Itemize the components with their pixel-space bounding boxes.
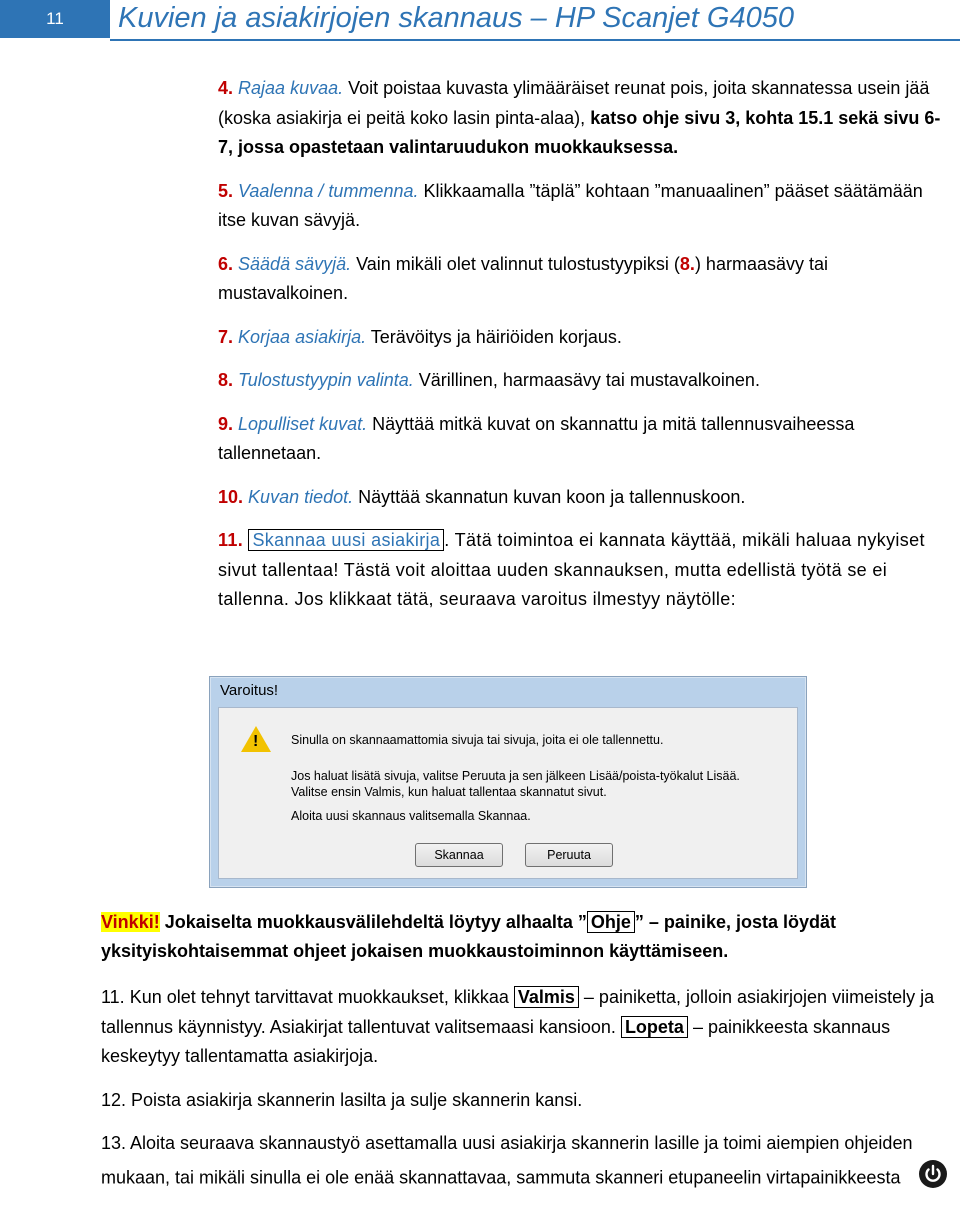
- cancel-button[interactable]: Peruuta: [525, 843, 613, 867]
- step-number: 9.: [218, 413, 234, 434]
- step-heading: Kuvan tiedot.: [248, 486, 354, 507]
- step-number: 11.: [218, 530, 244, 550]
- scan-new-document-label: Skannaa uusi asiakirja: [248, 529, 444, 551]
- steps-list: [218, 74, 953, 629]
- dialog-instruction: Valitse ensin Valmis, kun haluat tallentaa skannatut sivut.: [291, 785, 607, 799]
- step-text: – painikkeesta skannaus keskeytyy tallentamatta asiakirjoja.: [101, 1016, 891, 1066]
- step-10: [218, 483, 953, 513]
- step-number: 7.: [218, 326, 234, 347]
- tip-note: [101, 908, 956, 966]
- step-text: – painiketta, jolloin asiakirjojen viimeistely ja tallennus käynnistyy. Asiakirjat tallentuvat valitsemaasi kansioon.: [101, 987, 935, 1037]
- step-9: [218, 410, 953, 469]
- tip-text-end: ” – painike, josta löydät yksityiskohtaisemmat ohjeet jokaisen muokkaustoiminnon käyttämiseen.: [101, 912, 836, 961]
- step-number: 6.: [218, 253, 234, 274]
- dialog-message: Sinulla on skannaamattomia sivuja tai sivuja, joita ei ole tallennettu.: [291, 733, 664, 747]
- page-title: Kuvien ja asiakirjojen skannaus – HP Scanjet G4050: [118, 2, 794, 34]
- step-heading: Tulostustyypin valinta.: [238, 370, 414, 390]
- power-icon: [918, 1159, 948, 1199]
- step-text-end: ) harmaasävy tai mustavalkoinen.: [218, 253, 828, 303]
- step-text: . Tätä toimintoa ei kannata käyttää, mikäli haluaa nykyiset sivut tallentaa! Tästä voit aloittaa uuden skannauksen, mutta edellistä työtä se ei tallenna. Jos klikkaat tätä, seuraava varoitus ilmestyy näytölle:: [218, 530, 925, 609]
- page-number: 11: [0, 0, 110, 38]
- final-steps: [101, 983, 959, 1212]
- step-heading: Korjaa asiakirja.: [238, 326, 367, 347]
- stop-button-label: Lopeta: [621, 1016, 688, 1038]
- scan-button[interactable]: Skannaa: [415, 843, 503, 867]
- step-heading: Vaalenna / tummenna.: [238, 180, 419, 201]
- step-text: Terävöitys ja häiriöiden korjaus.: [366, 326, 622, 347]
- step-text: Värillinen, harmaasävy tai mustavalkoinen.: [413, 370, 760, 390]
- step-heading: Lopulliset kuvat.: [238, 413, 368, 434]
- warning-icon: !: [241, 726, 271, 752]
- dialog-body: [218, 707, 798, 879]
- help-button-label: Ohje: [587, 911, 635, 933]
- step-heading: Säädä sävyjä.: [238, 253, 352, 274]
- step-5: [218, 177, 953, 236]
- step-heading: Rajaa kuvaa.: [238, 78, 344, 98]
- step-number: 5.: [218, 180, 234, 201]
- step-text: 11. Kun olet tehnyt tarvittavat muokkaukset, klikkaa: [101, 987, 514, 1007]
- step-ref-number: 8.: [679, 253, 695, 274]
- step-number: 10.: [218, 486, 244, 507]
- step-text: Voit poistaa kuvasta ylimääräiset reunat pois, joita skannatessa usein jää (koska asiakirja ei peitä koko lasin pinta-alaa),: [218, 78, 930, 128]
- step-11b: [101, 983, 959, 1072]
- step-12: [101, 1086, 959, 1116]
- step-8: [218, 366, 953, 396]
- tip-label: Vinkki!: [101, 912, 160, 932]
- step-11: [218, 526, 953, 615]
- tip-text: Jokaiselta muokkausvälilehdeltä löytyy alhaalta ”: [159, 912, 587, 932]
- warning-dialog-screenshot: [209, 676, 807, 888]
- step-number: 4.: [218, 78, 234, 98]
- step-13: [101, 1129, 959, 1198]
- step-text: Vain mikäli olet valinnut tulostustyypiksi (: [351, 253, 680, 274]
- done-button-label: Valmis: [514, 986, 579, 1008]
- step-text: 12. Poista asiakirja skannerin lasilta ja sulje skannerin kansi.: [101, 1089, 583, 1110]
- step-reference: katso ohje sivu 3, kohta 15.1 sekä sivu 6-7, jossa opastetaan valintaruudukon muokkauksessa.: [218, 107, 941, 157]
- title-divider: [110, 39, 960, 41]
- step-text: Klikkaamalla ”täplä” kohtaan ”manuaalinen” pääset säätämään itse kuvan sävyjä.: [218, 180, 923, 230]
- dialog-title: Varoitus!: [220, 682, 279, 699]
- step-text: Näyttää skannatun kuvan koon ja tallennuskoon.: [353, 486, 746, 507]
- dialog-instruction: Jos haluat lisätä sivuja, valitse Peruuta ja sen jälkeen Lisää/poista-työkalut Lisää.: [291, 769, 740, 783]
- step-number: 8.: [218, 370, 234, 390]
- dialog-instruction: Aloita uusi skannaus valitsemalla Skannaa.: [291, 809, 531, 823]
- step-7: [218, 323, 953, 353]
- step-4: [218, 74, 953, 163]
- step-6: [218, 250, 953, 309]
- step-text: 13. Aloita seuraava skannaustyö asettamalla uusi asiakirja skannerin lasille ja toimi aiempien ohjeiden mukaan, tai mikäli sinulla ei ole enää skannattavaa, sammuta skanneri etupaneelin virtapainikkeesta: [101, 1133, 913, 1187]
- step-text: Näyttää mitkä kuvat on skannattu ja mitä tallennusvaiheessa tallennetaan.: [218, 413, 855, 463]
